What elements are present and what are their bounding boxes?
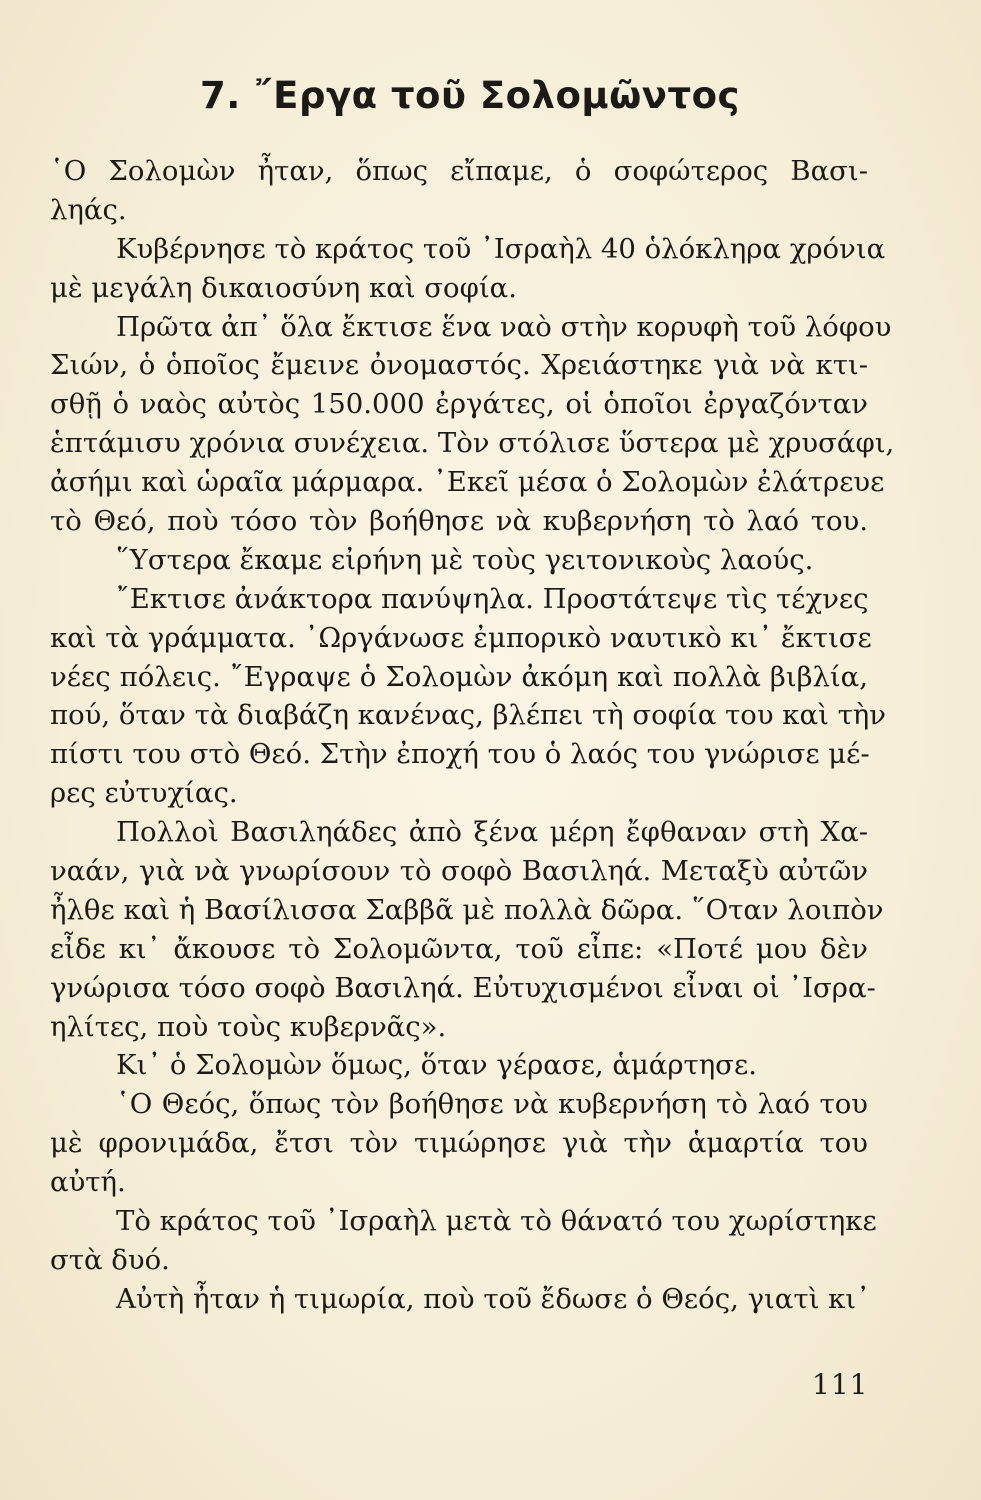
text-line: ρες εὐτυχίας.	[50, 777, 238, 810]
text-line: μὲ μεγάλη δικαιοσύνη καὶ σοφία.	[50, 271, 517, 304]
text-line: γνώρισα τόσο σοφὸ Βασιληά. Εὐτυχισμένοι εἶναι οἱ ᾿Ισρα-	[50, 971, 876, 1004]
text-line: ῞Υστερα ἔκαμε εἰρήνη μὲ τοὺς γειτονικοὺς λαούς.	[116, 543, 814, 576]
text-line: Πρῶτα ἀπ᾿ ὅλα ἔκτισε ἕνα ναὸ στὴν κορυφὴ τοῦ λόφου	[116, 310, 892, 343]
text-line: πού, ὅταν τὰ διαβάζη κανένας, βλέπει τὴ σοφία του καὶ τὴν	[50, 699, 886, 732]
text-line: Τὸ κράτος τοῦ ᾿Ισραὴλ μετὰ τὸ θάνατό του χωρίστηκε	[116, 1205, 877, 1238]
text-line: ἦλθε καὶ ἡ Βασίλισσα Σαββᾶ μὲ πολλὰ δῶρα. ῞Οταν λοιπὸν	[50, 893, 884, 926]
page-number: 111	[812, 1368, 869, 1401]
text-line: μὲ φρονιμάδα, ἔτσι τὸν τιμώρησε γιὰ τὴν ἁμαρτία του	[50, 1127, 868, 1160]
text-line: νέες πόλεις. ῎Εγραψε ὁ Σολομὼν ἀκόμη καὶ πολλὰ βιβλία,	[50, 660, 868, 693]
text-line: ναάν, γιὰ νὰ γνωρίσουν τὸ σοφὸ Βασιληά. Μεταξὺ αὐτῶν	[50, 855, 868, 888]
text-line: ἀσήμι καὶ ὡραῖα μάρμαρα. ᾿Εκεῖ μέσα ὁ Σολομὼν ἐλάτρευε	[50, 466, 885, 499]
text-line: ῎Εκτισε ἀνάκτορα πανύψηλα. Προστάτεψε τὶς τέχνες	[116, 582, 869, 615]
body-text	[50, 152, 895, 1319]
text-line: ῾Ο Σολομὼν ἦταν, ὅπως εἴπαμε, ὁ σοφώτερος Βασι-	[50, 155, 868, 187]
text-line: Σιών, ὁ ὁποῖος ἔμεινε ὀνομαστός. Χρειάστηκε γιὰ νὰ κτι-	[50, 349, 868, 382]
text-line: ἑπτάμισυ χρόνια συνέχεια. Τὸν στόλισε ὕστερα μὲ χρυσάφι,	[50, 427, 895, 460]
text-line: καὶ τὰ γράμματα. ᾿Ωργάνωσε ἐμπορικὸ ναυτικὸ κι᾿ ἔκτισε	[50, 621, 872, 654]
text-line: πίστι του στὸ Θεό. Στὴν ἐποχή του ὁ λαός του γνώρισε μέ-	[50, 738, 870, 771]
text-line: εἶδε κι᾿ ἄκουσε τὸ Σολομῶντα, τοῦ εἶπε: «Ποτέ μου δὲν	[50, 932, 868, 965]
text-line: Κι᾿ ὁ Σολομὼν ὅμως, ὅταν γέρασε, ἁμάρτησε.	[116, 1049, 757, 1082]
text-line: ληάς.	[50, 193, 127, 226]
text-line: ηλίτες, ποὺ τοὺς κυβερνᾶς».	[50, 1010, 447, 1043]
text-line: ῾Ο Θεός, ὅπως τὸν βοήθησε νὰ κυβερνήση τὸ λαό του	[116, 1088, 868, 1121]
text-line: σθῇ ὁ ναὸς αὐτὸς 150.000 ἐργάτες, οἱ ὁποῖοι ἐργαζόνταν	[50, 388, 868, 421]
text-line: τὸ Θεό, ποὺ τόσο τὸν βοήθησε νὰ κυβερνήση τὸ λαό του.	[50, 505, 868, 538]
text-line: Αὐτὴ ἦταν ἡ τιμωρία, ποὺ τοῦ ἔδωσε ὁ Θεός, γιατὶ κι᾿	[116, 1282, 870, 1315]
text-line: Κυβέρνησε τὸ κράτος τοῦ ᾿Ισραὴλ 40 ὁλόκληρα χρόνια	[116, 232, 886, 265]
text-line: Πολλοὶ Βασιληάδες ἀπὸ ξένα μέρη ἔφθαναν στὴ Χα-	[116, 816, 868, 849]
text-line: στὰ δυό.	[50, 1243, 170, 1276]
chapter-title: 7. ῎Εργα τοῦ Σολομῶντος	[200, 74, 740, 117]
text-line: αὐτή.	[50, 1166, 126, 1199]
